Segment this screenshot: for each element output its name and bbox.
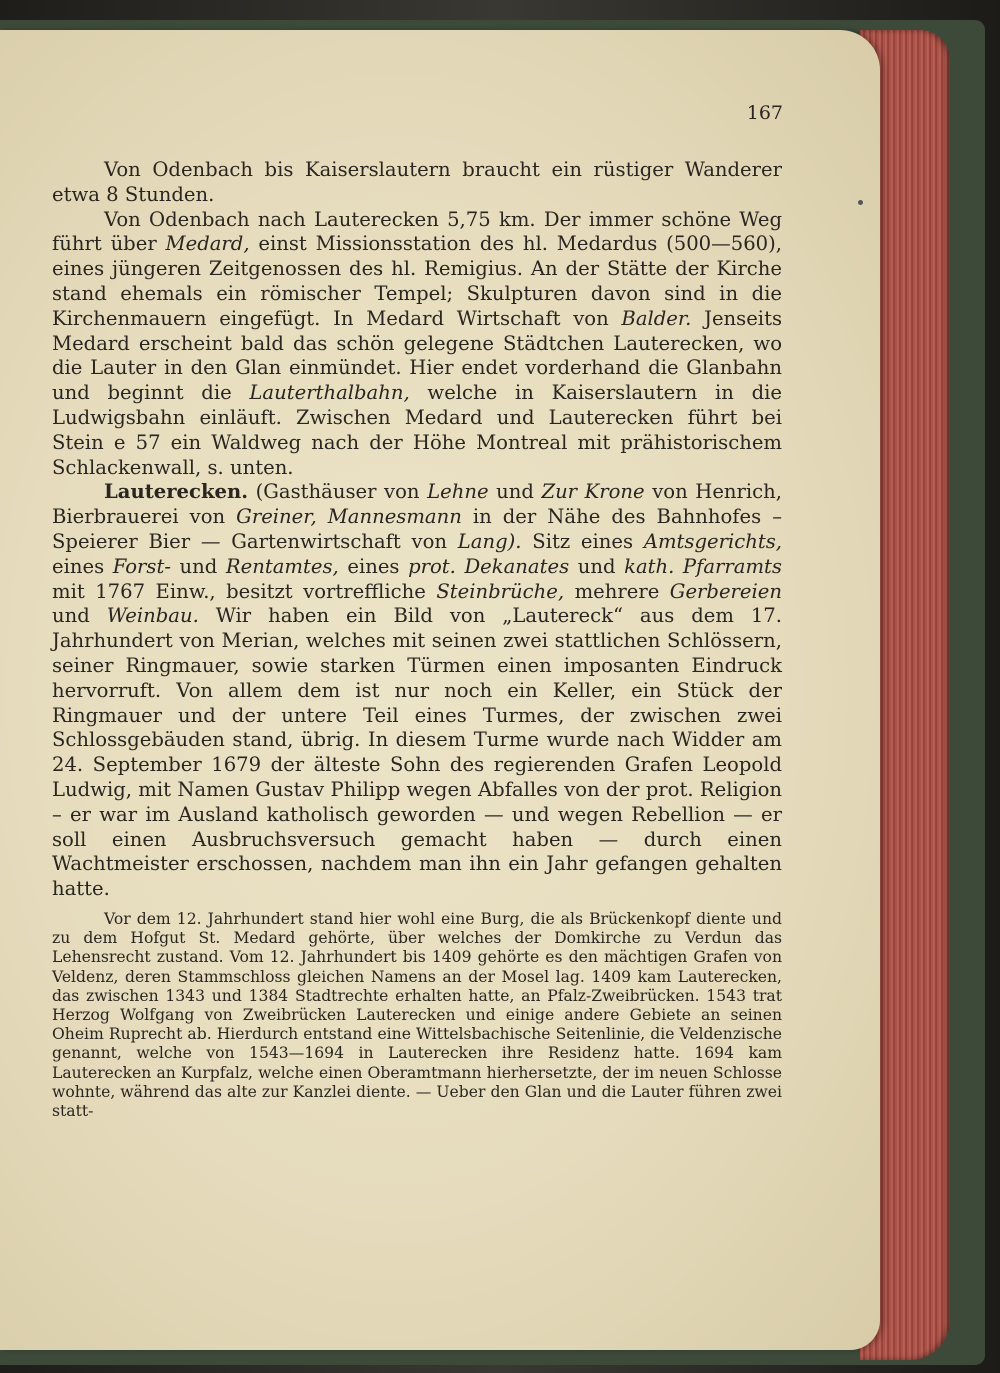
page-text <box>52 158 782 1121</box>
main-text <box>52 158 782 902</box>
paragraph-lauterecken: Lauterecken. (Gasthäuser von Lehne und Zur Krone von Henrich, Bierbrauerei von Greiner, Mannesmann in der Nähe des Bahnhofes – Speierer Bier — Gartenwirtschaft von Lang). Sitz eines Amtsgerichts, eines Forst- und Rentamtes, eines prot. Dekanates und kath. Pfarramts mit 1767 Einw., besitzt vortreffliche Steinbrüche, mehrere Gerbereien und Weinbau. Wir haben ein Bild von „Lautereck“ aus dem 17. Jahrhundert von Merian, welches mit seinen zwei stattlichen Schlössern, seiner Ringmauer, sowie starken Türmen einen imposanten Eindruck hervorruft. Von allem dem ist nur noch ein Keller, ein Stück der Ringmauer und der untere Teil eines Turmes, der zwischen zwei Schlossgebäuden stand, übrig. In diesem Turme wurde nach Widder am 24. September 1679 der älteste Sohn des regierenden Grafen Leopold Ludwig, mit Namen Gustav Philipp wegen Abfalles von der prot. Religion – er war im Ausland katholisch geworden — und wegen Rebellion — er soll einen Ausbruchsversuch gemacht haben — durch einen Wachtmeister erschossen, nachdem man ihn ein Jahr gefangen gehalten hatte. <box>52 480 783 901</box>
paragraph-odenbach-kaiserslautern: Von Odenbach bis Kaiserslautern braucht ein rüstiger Wanderer etwa 8 Stunden. <box>52 158 782 206</box>
place-medard: Medard, <box>165 232 250 256</box>
page-mark <box>858 200 863 205</box>
railway-lauterthalbahn: Lauterthalbahn, <box>249 381 410 405</box>
paragraph-odenbach-lauterecken: Von Odenbach nach Lauterecken 5,75 km. Der immer schöne Weg führt über Medard, einst Missionsstation des hl. Medardus (500—560), eines jüngeren Zeitgenossen des hl. Remigius. An der Stätte der Kirche stand ehemals ein römischer Tempel; Skulpturen davon sind in die Kirchenmauern eingefügt. In Medard Wirtschaft von Balder. Jenseits Medard erscheint bald das schön gelegene Städtchen Lauterecken, wo die Lauter in den Glan einmündet. Hier endet vorderhand die Glanbahn und beginnt die Lauterthalbahn, welche in Kaiserslautern in die Ludwigsbahn einläuft. Zwischen Medard und Lauterecken führt bei Stein e 57 ein Waldweg nach der Höhe Montreal mit prähistorischem Schlackenwall, s. unten. <box>52 207 782 479</box>
page-number: 167 <box>746 102 783 124</box>
paragraph-history-small-print: Vor dem 12. Jahrhundert stand hier wohl eine Burg, die als Brückenkopf diente und zu dem Hofgut St. Medard gehörte, über welches der Domkirche zu Verdun das Lehensrecht zustand. Vom 12. Jahrhundert bis 1409 gehörte es den mächtigen Grafen von Veldenz, deren Stammschloss gleichen Namens an der Mosel lag. 1409 kam Lauterecken, das zwischen 1343 und 1384 Stadtrechte erhalten hatte, an Pfalz-Zweibrücken. 1543 trat Herzog Wolfgang von Zweibrücken Lauterecken und einige andere Gebiete an seinen Oheim Ruprecht ab. Hierdurch entstand eine Wittelsbachische Seitenlinie, die Veldenzische genannt, welche von 1543—1694 in Lauterecken ihre Residenz hatte. 1694 kam Lauterecken an Kurpfalz, welche einen Oberamtmann hierhersetzte, der im neuen Schlosse wohnte, während das alte zur Kanzlei diente. — Ueber den Glan und die Lauter führen zwei statt- <box>52 909 782 1120</box>
section-heading: Lauterecken. <box>104 480 249 504</box>
inn-balder: Balder. <box>621 306 692 330</box>
